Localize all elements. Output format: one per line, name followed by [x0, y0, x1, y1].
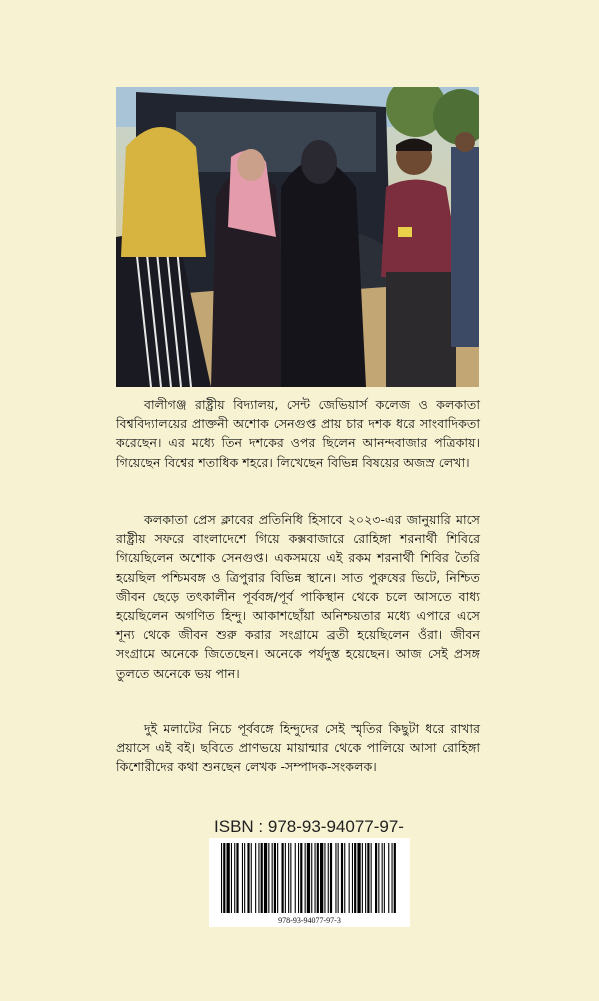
author-bio-paragraph: বালীগঞ্জ রাষ্ট্রীয় বিদ্যালয়, সেন্ট জেভিয়ার্স কলেজ ও কলকাতা বিশ্ববিদ্যালয়ের প্রাক্তনী অশোক সেনগুপ্ত প্রায় চার দশক ধরে সাংবাদিকতা করেছেন। এর মধ্যে তিন দশকের ওপর ছিলেন আনন্দবাজার পত্রিকায়। গিয়েছেন বিশ্বের শতাধিক শহরে। লিখেছেন বিভিন্ন বিষয়ের অজস্র লেখা।	[116, 397, 480, 470]
book-purpose-paragraph: দুই মলাটের নিচে পূর্ববঙ্গে হিন্দুদের সেই স্মৃতির কিছুটা ধরে রাখার প্রয়াসে এই বই। ছবিতে প্রাণভয়ে মায়ান্মার থেকে পালিয়ে আসা রোহিঙ্গা কিশোরীদের কথা শুনছেন লেখক -সম্পাদক-সংকলক।	[116, 721, 480, 775]
isbn-label: ISBN : 978-93-94077-97-	[214, 817, 404, 836]
cover-photo	[116, 87, 479, 387]
barcode-bars	[219, 843, 400, 913]
barcode-number: 978-93-94077-97-3	[278, 916, 341, 925]
refugee-camp-paragraph: কলকাতা প্রেস ক্লাবের প্রতিনিধি হিসাবে ২০২৩-এর জানুয়ারি মাসে রাষ্ট্রীয় সফরে বাংলাদেশে গিয়ে কক্সবাজারে রোহিঙ্গা শরনার্থী শিবিরে গিয়েছিলেন অশোক সেনগুপ্ত। একসময়ে এই রকম শরনার্থী শিবির তৈরি হয়েছিল পশ্চিমবঙ্গ ও ত্রিপুরার বিভিন্ন স্থানে। সাত পুরুষের ভিটে, নিশ্চিত জীবন ছেড়ে তৎকালীন পূর্ববঙ্গ/পূর্ব পাকিস্থান থেকে চলে আসতে বাধ্য হয়েছিলেন অগণিত হিন্দু। আকাশছোঁয়া অনিশ্চয়তার মধ্যে এপারে এসে শূন্য থেকে জীবন শুরু করার সংগ্রামে ব্রতী হয়েছিলেন ওঁরা। জীবন সংগ্রামে অনেকে জিতেছেন। অনেকে পর্যদুস্ত হয়েছেন। আজ সেই প্রসঙ্গ তুলতে অনেকে ভয় পান।	[116, 512, 480, 681]
barcode	[209, 838, 410, 927]
